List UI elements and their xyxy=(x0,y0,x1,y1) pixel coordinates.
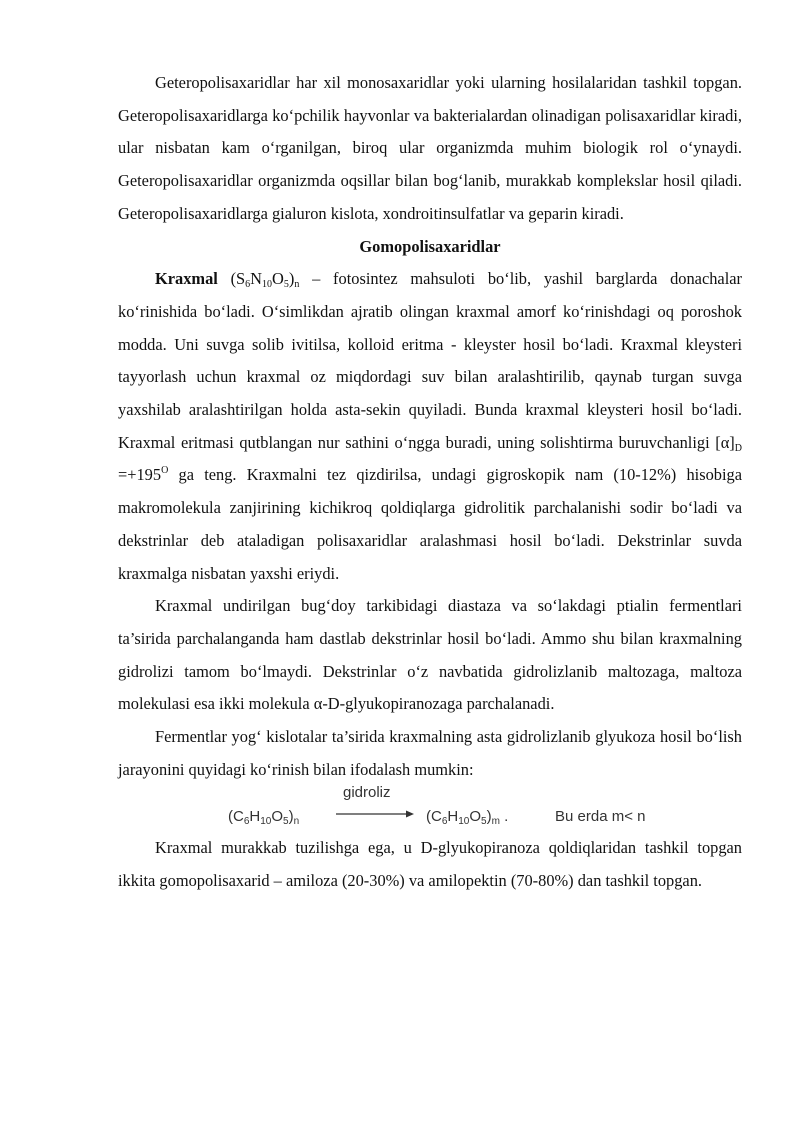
paragraph-structure: Kraxmal murakkab tuzilishga ega, u D-glyukopiranoza qoldiqlaridan tashkil topgan ikkita gomopolisaxarid – amiloza (20-30%) va amilopektin (70-80%) dan tashkil topgan. xyxy=(118,838,742,891)
paragraph-heteropolysaccharides: Geteropolisaxaridlar har xil monosaxaridlar yoki ularning hosilalaridan tashkil topgan. Geteropolisaxaridlarga ko‘pchilik hayvonlar va bakterialardan olinadigan polisaxaridlar kiradi, ular nisbatan kam o‘rganilgan, biroq ular organizmda muhim biologik rol o‘ynaydi. Geteropolisaxaridlar organizmda oqsillar bilan bog‘lanib, murakkab komplekslar hosil qiladi. Geteropolisaxaridlarga gialuron kislota, xondroitinsulfatlar va geparin kiradi. xyxy=(118,73,742,223)
equation-product: $(C_6H_{10}O_5)_m$ . xyxy=(426,808,509,828)
term-starch: Kraxmal xyxy=(155,269,218,289)
equation-reactant: $(C_6H_{10}O_5)_n$ xyxy=(228,808,300,828)
arrow-label: gidroliz xyxy=(343,784,391,802)
starch-formula: $(S_6N_{10}O_5)_n$ xyxy=(230,269,300,291)
hydrolysis-equation xyxy=(118,784,742,832)
reaction-arrow-icon xyxy=(334,790,414,820)
paragraph-dextrins: Kraxmal undirilgan bug‘doy tarkibidagi diastaza va so‘lakdagi ptialin fermentlari ta’sirida parchalanganda ham dastlab dekstrinlar hosil bo‘ladi. Ammo shu bilan kraxmalning gidrolizi tamom bo‘lmaydi. Dekstrinlar o‘z navbatida gidrolizlanib maltozaga, maltoza molekulasi esa ikki molekula α-D-glyukopiranozaga parchalanadi. xyxy=(118,596,742,714)
paragraph-hydrolysis-intro: Fermentlar yog‘ kislotalar ta’sirida kraxmalning asta gidrolizlanib glyukoza hosil bo‘lish jarayonini quyidagi ko‘rinish bilan ifodalash mumkin: xyxy=(118,727,742,779)
section-heading: Gomopolisaxaridlar xyxy=(359,236,501,256)
paragraph-starch: Kraxmal $(S_6N_{10}O_5)_n$ – fotosintez mahsuloti bo‘lib, yashil barglarda donachalar ko‘rinishida bo‘ladi. O‘simlikdan ajratib olingan kraxmal amorf ko‘rinishdagi oq poroshok modda. Uni suvga solib ivitilsa, kolloid eritma - kleyster hosil bo‘ladi. Kraxmal kleysteri tayyorlash uchun kraxmal oz miqdordagi suv bilan aralashtirilib, qaynab turgan suvga yaxshilab aralashtirilgan holda asta-sekin quyiladi. Bunda kraxmal kleysteri hosil bo‘ladi. Kraxmal eritmasi qutblangan nur sathini o‘ngga buradi, uning solishtirma buruvchanligi $[\alpha]_D =+195^O$ ga teng. Kraxmalni tez qizdirilsa, undagi gigroskopik nam (10-12%) hisobiga makromolekula zanjirining kichikroq qoldiqlarga gidrolitik parchalanishi sodir bo‘ladi va dekstrinlar deb ataladigan polisaxaridlar aralashmasi hosil bo‘ladi. Dekstrinlar suvda kraxmalga nisbatan yaxshi eriydi. xyxy=(118,269,742,583)
equation-note: Bu erda m< n xyxy=(555,808,646,826)
